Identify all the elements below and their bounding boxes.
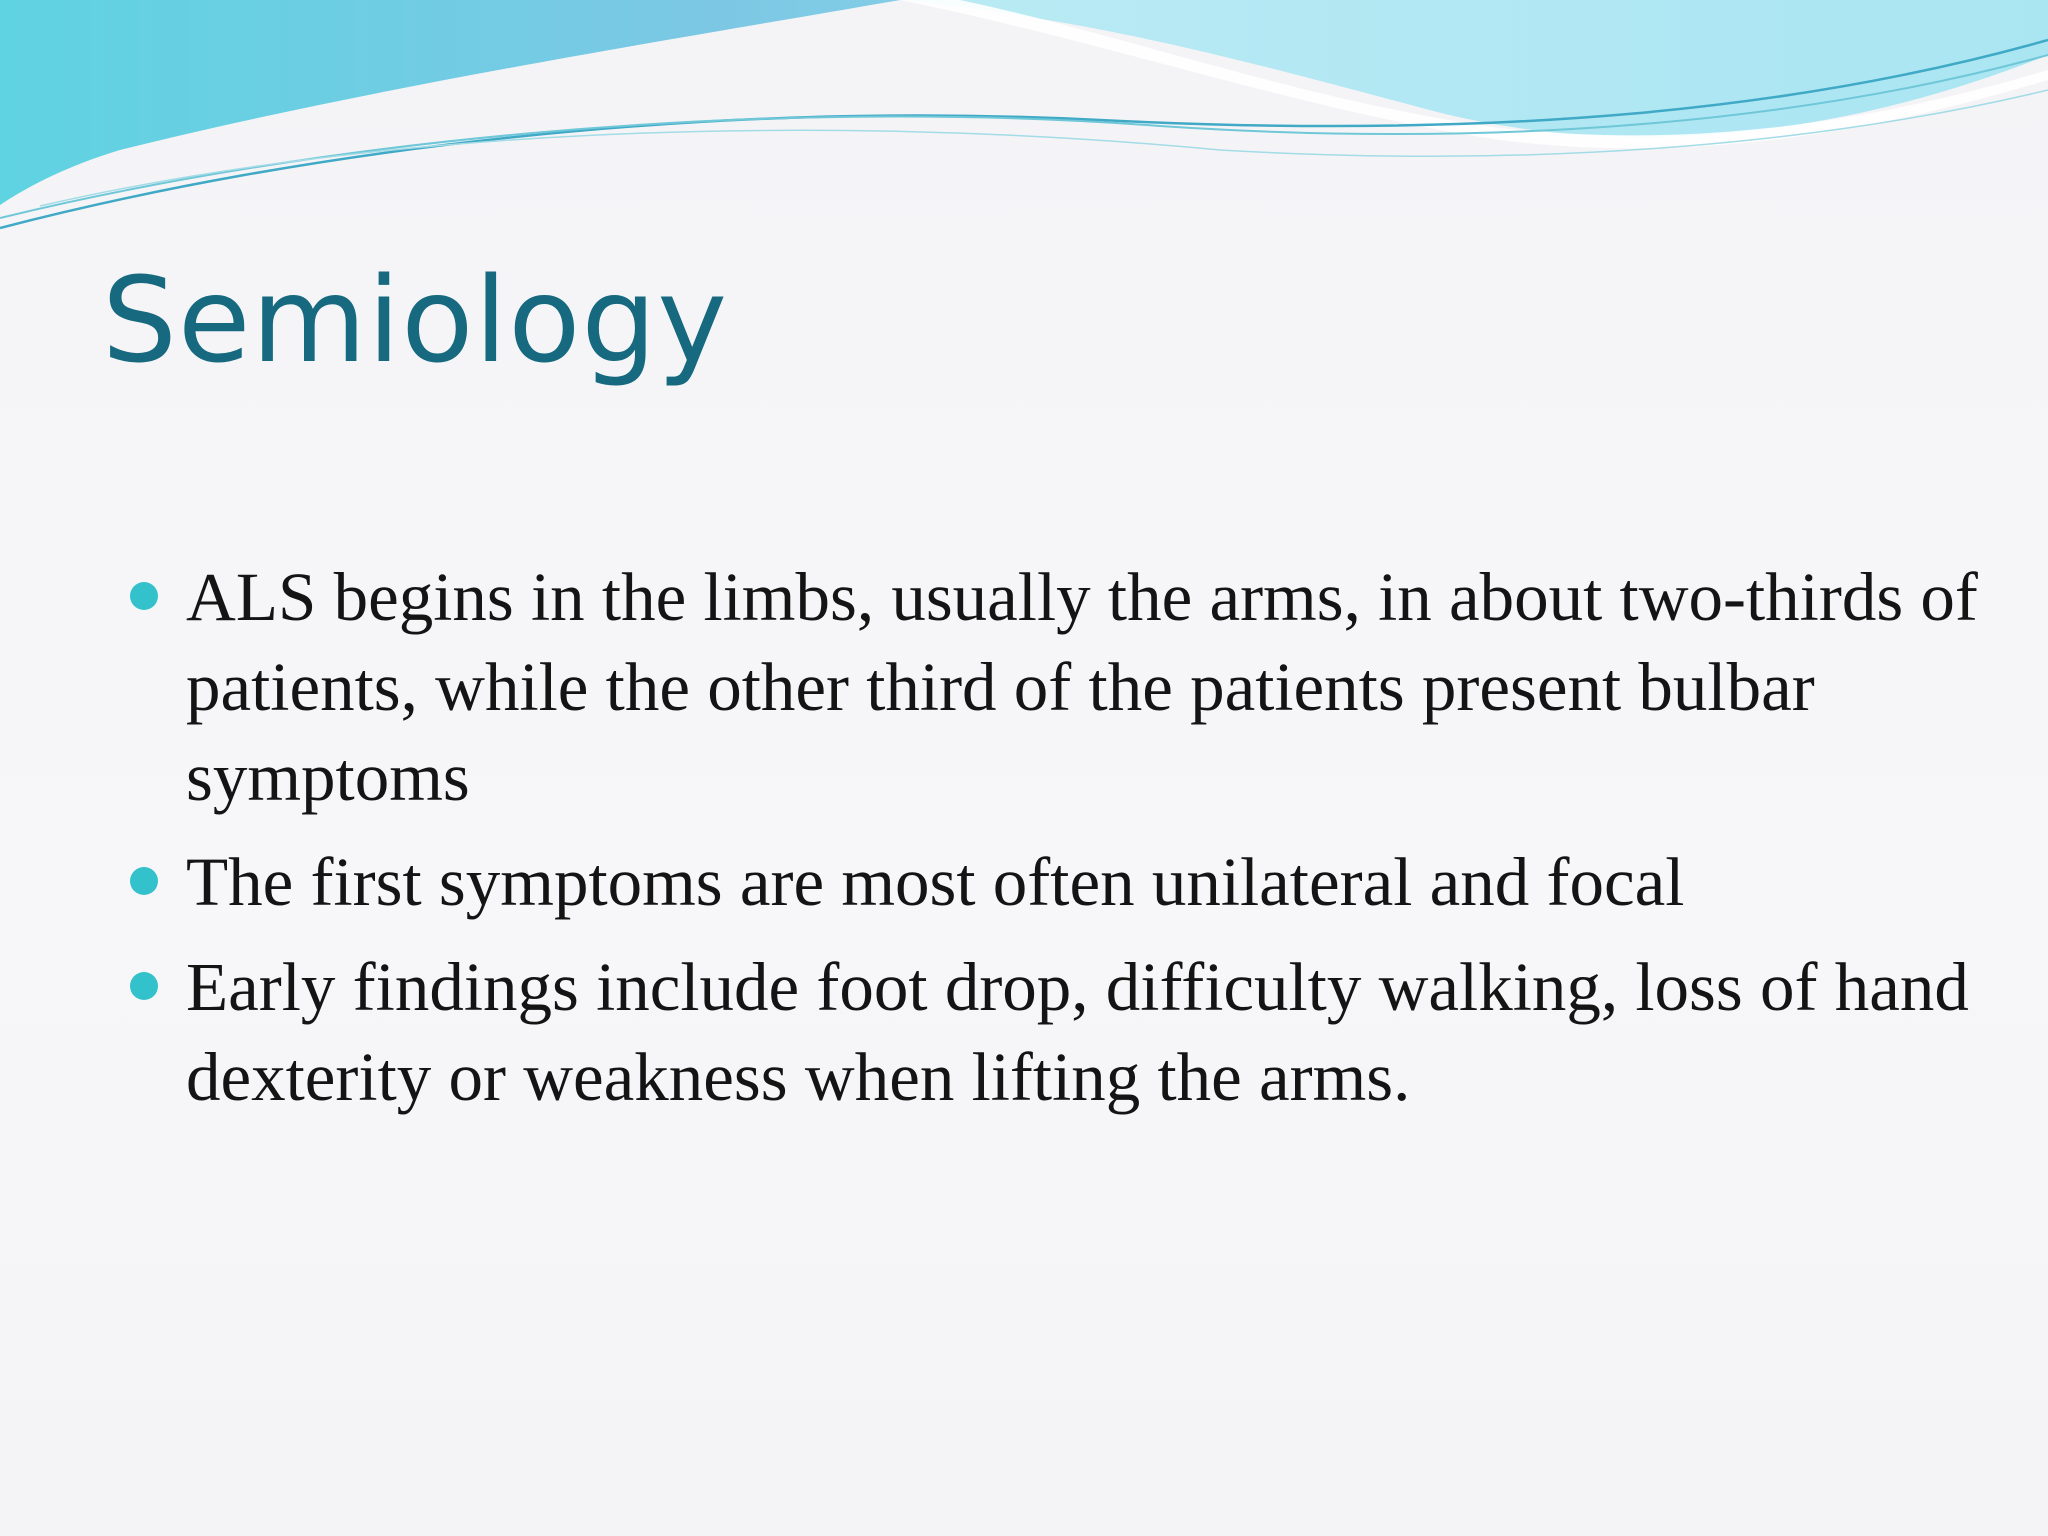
bullet-text: The first symptoms are most often unilateral and focal	[186, 844, 1685, 920]
bullet-icon	[130, 582, 158, 610]
bullet-icon	[130, 972, 158, 1000]
bullet-text: Early findings include foot drop, difficulty walking, loss of hand dexterity or weakness when lifting the arms.	[186, 949, 1969, 1115]
slide-title: Semiology	[102, 251, 729, 389]
bullet-item	[130, 942, 2010, 1122]
bullet-text: ALS begins in the limbs, usually the arms, in about two-thirds of patients, while the other third of the patients present bulbar symptoms	[186, 559, 1978, 815]
bullet-icon	[130, 867, 158, 895]
bullet-list	[130, 552, 2010, 1137]
bullet-item	[130, 837, 2010, 927]
header-wave-decoration	[0, 0, 2048, 260]
bullet-item	[130, 552, 2010, 822]
